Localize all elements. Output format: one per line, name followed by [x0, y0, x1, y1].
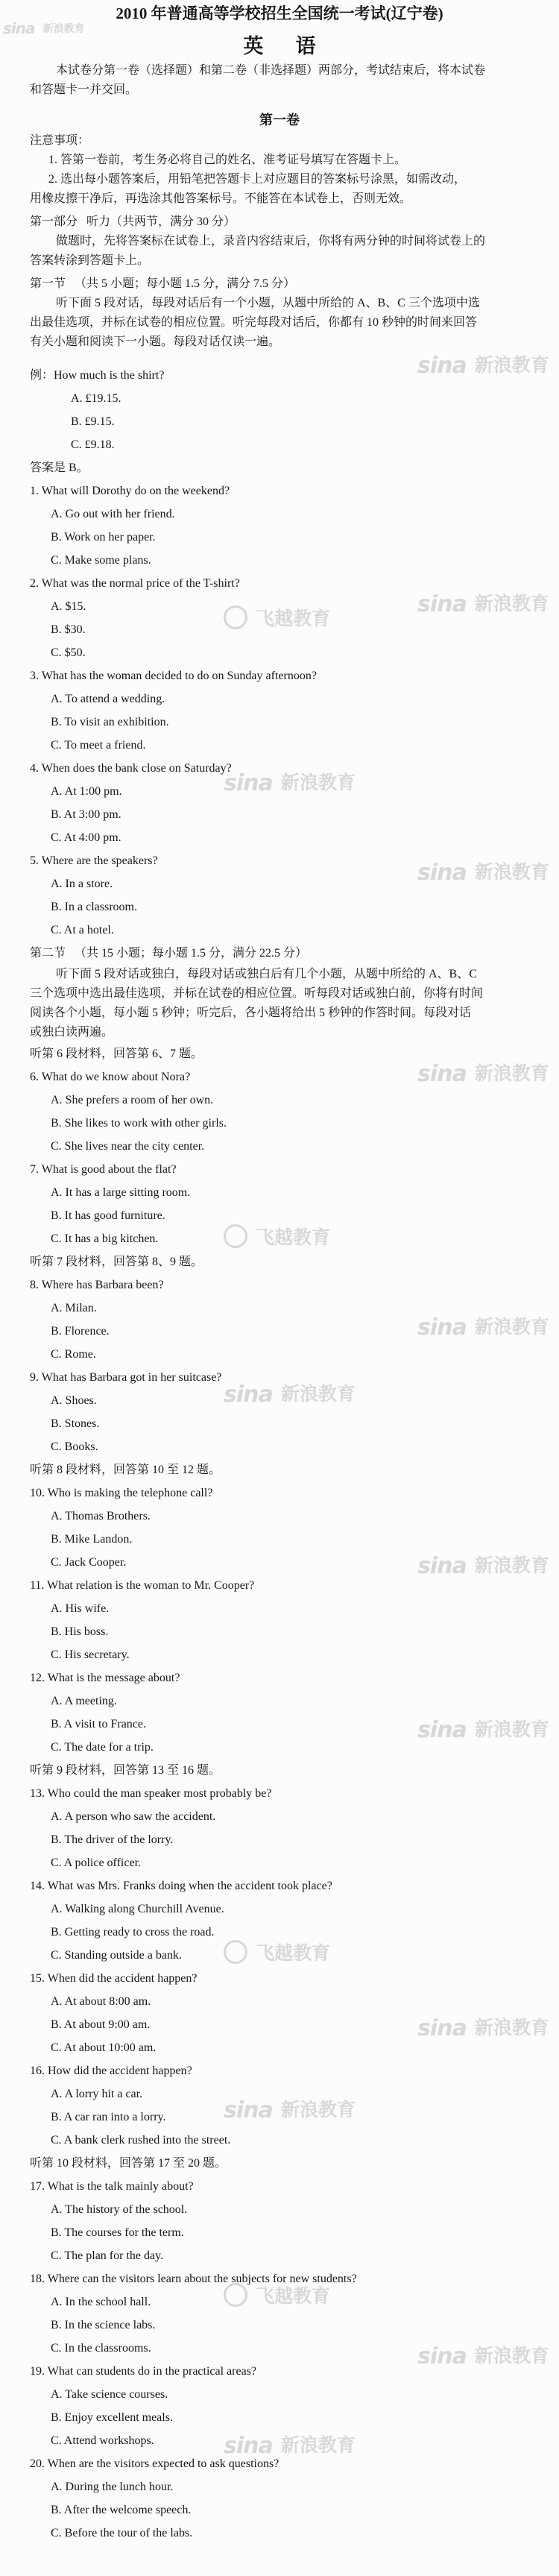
question-stem: 19. What can students do in the practical areas?	[30, 2365, 257, 2378]
sina-label: 新浪教育	[474, 593, 549, 614]
question-option: B. She likes to work with other girls.	[51, 1117, 227, 1130]
material-label: 听第 8 段材料，回答第 10 至 12 题。	[30, 1464, 221, 1476]
question-option: C. Attend workshops.	[51, 2434, 154, 2447]
sina-logo: sina	[417, 591, 467, 617]
question-option: B. After the welcome speech.	[51, 2504, 192, 2516]
question-stem: 5. Where are the speakers?	[30, 854, 158, 867]
question-option: A. Take science courses.	[51, 2388, 168, 2401]
subject-title: 英语	[243, 35, 348, 57]
question-option: A. During the lunch hour.	[51, 2481, 174, 2493]
exam-title: 2010 年普通高等学校招生全国统一考试(辽宁卷)	[116, 4, 443, 22]
example-option: B. £9.15.	[71, 415, 115, 428]
question-stem: 18. Where can the visitors learn about the subjects for new students?	[30, 2273, 357, 2285]
example-question: 例：How much is the shirt?	[30, 369, 165, 382]
sina-logo: sina	[417, 1553, 467, 1579]
example-answer: 答案是 B。	[30, 462, 89, 474]
question-option: C. A bank clerk rushed into the street.	[51, 2134, 231, 2147]
question-stem: 14. What was Mrs. Franks doing when the accident took place?	[30, 1880, 332, 1892]
sina-label: 新浪教育	[280, 2099, 356, 2120]
question-option: A. $15.	[51, 600, 86, 613]
question-stem: 12. What is the message about?	[30, 1672, 180, 1684]
question-option: C. At a hotel.	[51, 924, 114, 936]
instruction-line: 答案转涂到答题卡上。	[30, 254, 150, 267]
question-option: A. In a store.	[51, 878, 113, 890]
sina-logo: sina	[224, 1382, 273, 1408]
question-option: A. A meeting.	[51, 1695, 117, 1707]
question-stem: 6. What do we know about Nora?	[30, 1071, 191, 1083]
question-option: C. The plan for the day.	[51, 2249, 164, 2262]
question-option: B. A car ran into a lorry.	[51, 2111, 166, 2123]
question-option: A. Thomas Brothers.	[51, 1510, 151, 1522]
question-option: A. To attend a wedding.	[51, 693, 165, 705]
question-option: A. The history of the school.	[51, 2203, 188, 2216]
question-stem: 20. When are the visitors expected to ask questions?	[30, 2457, 280, 2470]
question-option: A. A lorry hit a car.	[51, 2088, 143, 2100]
question-option: C. In the classrooms.	[51, 2342, 151, 2355]
question-option: C. $50.	[51, 646, 86, 659]
question-option: B. Getting ready to cross the road.	[51, 1926, 215, 1939]
sina-logo: sina	[417, 1717, 467, 1743]
question-option: A. It has a large sitting room.	[51, 1186, 191, 1199]
sina-label: 新浪教育	[474, 1316, 549, 1338]
question-option: C. She lives near the city center.	[51, 1140, 205, 1153]
question-option: B. The courses for the term.	[51, 2226, 184, 2239]
instruction-line: 听下面 5 段对话，每段对话后有一个小题，从题中所给的 A、B、C 三个选项中选	[56, 297, 480, 309]
question-stem: 11. What relation is the woman to Mr. Cooper?	[30, 1579, 255, 1592]
question-option: C. Standing outside a bank.	[51, 1949, 182, 1962]
question-option: C. Make some plans.	[51, 554, 151, 567]
sina-label: 新浪教育	[474, 2345, 549, 2366]
question-option: A. Go out with her friend.	[51, 508, 175, 520]
question-option: B. Work on her paper.	[51, 531, 156, 544]
question-option: C. To meet a friend.	[51, 739, 146, 752]
sina-label: 新浪教育	[474, 2017, 549, 2038]
sina-logo: sina	[417, 1061, 467, 1087]
instruction-line: 有关小题和阅读下一小题。每段对话仅读一遍。	[30, 336, 281, 348]
sina-logo: sina	[417, 1314, 467, 1341]
instruction-line: 听下面 5 段对话或独白，每段对话或独白后有几个小题，从题中所给的 A、B、C	[56, 968, 477, 980]
feiyue-label: 飞越教育	[256, 1942, 331, 1964]
sina-logo: sina	[417, 353, 467, 379]
instruction-line: 或独白读两遍。	[30, 1026, 114, 1039]
spacer	[0, 352, 559, 364]
example-option: C. £9.18.	[71, 438, 115, 451]
notice-item-continued: 用橡皮擦干净后，再选涂其他答案标号。不能答在本试卷上，否则无效。	[30, 192, 412, 205]
notice-item: 1. 答第一卷前，考生务必将自己的姓名、准考证号填写在答题卡上。	[48, 154, 407, 166]
question-option: A. Shoes.	[51, 1394, 97, 1407]
example-option: A. £19.15.	[71, 392, 121, 405]
question-option: C. Rome.	[51, 1348, 96, 1361]
question-option: B. His boss.	[51, 1625, 109, 1638]
material-label: 听第 7 段材料，回答第 8、9 题。	[30, 1256, 203, 1268]
question-stem: 3. What has the woman decided to do on Sunday afternoon?	[30, 670, 317, 682]
section-heading: 第一节 （共 5 小题；每小题 1.5 分，满分 7.5 分）	[30, 277, 296, 290]
question-stem: 16. How did the accident happen?	[30, 2065, 192, 2077]
question-option: C. His secretary.	[51, 1648, 130, 1661]
question-option: B. In the science labs.	[51, 2319, 156, 2331]
intro-line: 本试卷分第一卷（选择题）和第二卷（非选择题）两部分，考试结束后，将本试卷	[56, 64, 486, 77]
feiyue-label: 飞越教育	[256, 608, 331, 629]
material-label: 听第 10 段材料，回答第 17 至 20 题。	[30, 2157, 227, 2170]
question-option: C. At about 10:00 am.	[51, 2041, 157, 2054]
question-stem: 1. What will Dorothy do on the weekend?	[30, 485, 230, 497]
instruction-line: 阅读各个小题，每小题 5 秒钟；听完后，各小题将给出 5 秒钟的作答时间。每段对话	[30, 1007, 472, 1019]
sina-logo: sina	[417, 860, 467, 886]
volume-title: 第一卷	[259, 113, 300, 127]
section-heading: 第二节 （共 15 小题；每小题 1.5 分，满分 22.5 分）	[30, 947, 308, 960]
sina-label: 新浪教育	[474, 1062, 549, 1084]
instruction-line: 出最佳选项，并标在试卷的相应位置。听完每段对话后，你都有 10 秒钟的时间来回答	[30, 316, 478, 329]
question-option: B. $30.	[51, 623, 86, 636]
question-option: A. At 1:00 pm.	[51, 785, 122, 798]
sina-label: 新浪教育	[280, 772, 356, 793]
question-option: B. Mike Landon.	[51, 1533, 133, 1546]
sina-label: 新浪教育	[474, 1719, 549, 1740]
question-option: B. A visit to France.	[51, 1718, 146, 1731]
question-stem: 7. What is good about the flat?	[30, 1163, 177, 1176]
sina-label: 新浪教育	[474, 354, 549, 376]
feiyue-label: 飞越教育	[256, 2285, 331, 2307]
question-option: B. At about 9:00 am.	[51, 2018, 151, 2031]
question-stem: 17. What is the talk mainly about?	[30, 2180, 194, 2193]
question-stem: 15. When did the accident happen?	[30, 1972, 198, 1985]
question-option: B. Enjoy excellent meals.	[51, 2411, 173, 2424]
question-stem: 10. Who is making the telephone call?	[30, 1487, 213, 1499]
question-option: C. Before the tour of the labs.	[51, 2527, 193, 2539]
sina-label: 新浪教育	[474, 861, 549, 883]
question-option: C. The date for a trip.	[51, 1741, 154, 1754]
sina-label: 新浪教育	[474, 1555, 549, 1576]
sina-label: 新浪教育	[280, 2434, 356, 2456]
question-option: C. Jack Cooper.	[51, 1556, 127, 1569]
question-stem: 4. When does the bank close on Saturday?	[30, 762, 232, 775]
sina-label: 新浪教育	[42, 23, 85, 35]
instruction-line: 三个选项中选出最佳选项，并标在试卷的相应位置。听每段对话或独白前，你将有时间	[30, 987, 484, 1000]
question-option: C. Books.	[51, 1440, 98, 1453]
question-option: B. Stones.	[51, 1417, 100, 1430]
instruction-line: 做题时，先将答案标在试卷上，录音内容结束后，你将有两分钟的时间将试卷上的	[56, 235, 486, 248]
question-option: A. Walking along Churchill Avenue.	[51, 1903, 224, 1915]
question-option: A. A person who saw the accident.	[51, 1810, 216, 1823]
question-option: B. Florence.	[51, 1325, 110, 1338]
notice-heading: 注意事项：	[30, 134, 90, 147]
question-option: B. In a classroom.	[51, 901, 137, 913]
question-option: A. At about 8:00 am.	[51, 1995, 151, 2008]
question-option: C. At 4:00 pm.	[51, 831, 121, 844]
question-option: A. She prefers a room of her own.	[51, 1094, 214, 1106]
question-option: B. To visit an exhibition.	[51, 716, 169, 728]
question-stem: 9. What has Barbara got in her suitcase?	[30, 1371, 222, 1384]
question-stem: 8. Where has Barbara been?	[30, 1279, 164, 1291]
question-option: A. Milan.	[51, 1302, 97, 1314]
question-option: C. A police officer.	[51, 1857, 142, 1869]
question-option: B. It has good furniture.	[51, 1209, 165, 1222]
sina-logo: sina	[417, 2343, 467, 2369]
question-stem: 2. What was the normal price of the T-shirt?	[30, 577, 240, 590]
material-label: 听第 6 段材料，回答第 6、7 题。	[30, 1048, 203, 1060]
feiyue-label: 飞越教育	[256, 1226, 331, 1248]
notice-item: 2. 选出每小题答案后，用铅笔把答题卡上对应题目的答案标号涂黑，如需改动，	[48, 173, 467, 186]
question-option: A. In the school hall.	[51, 2296, 151, 2308]
part-heading: 第一部分 听力（共两节，满分 30 分）	[30, 215, 236, 228]
material-label: 听第 9 段材料，回答第 13 至 16 题。	[30, 1764, 221, 1777]
sina-label: 新浪教育	[280, 1383, 356, 1405]
question-option: A. His wife.	[51, 1602, 110, 1615]
question-stem: 13. Who could the man speaker most probably be?	[30, 1787, 272, 1800]
question-option: B. At 3:00 pm.	[51, 808, 121, 821]
sina-logo: sina	[224, 2097, 273, 2123]
question-option: C. It has a big kitchen.	[51, 1232, 159, 1245]
intro-line: 和答题卡一并交回。	[30, 84, 138, 96]
sina-logo: sina	[3, 19, 35, 37]
sina-logo: sina	[224, 770, 273, 796]
sina-logo: sina	[417, 2015, 467, 2041]
sina-logo: sina	[224, 2433, 273, 2459]
question-option: B. The driver of the lorry.	[51, 1833, 174, 1846]
